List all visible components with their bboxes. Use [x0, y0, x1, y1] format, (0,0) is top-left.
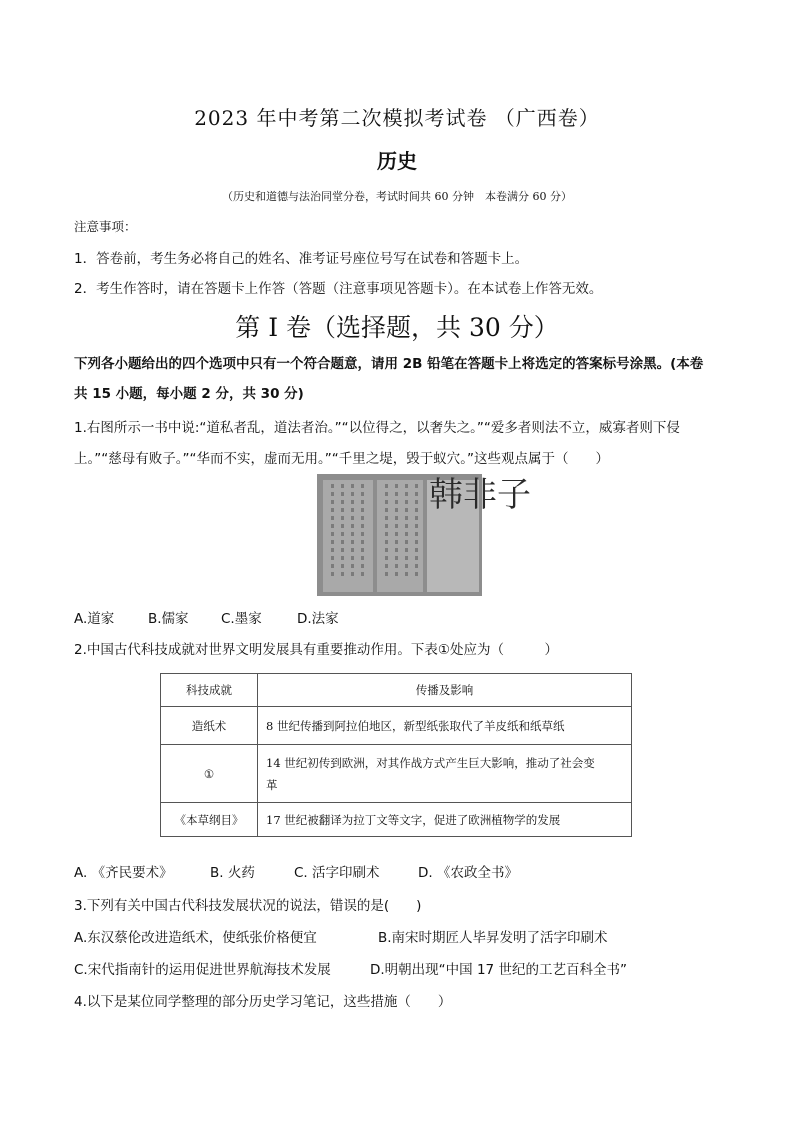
q3-option-b: B.南宋时期匠人毕昇发明了活字印刷术	[378, 930, 608, 946]
table-row	[161, 745, 632, 803]
q2-stem: 2.中国古代科技成就对世界文明发展具有重要推动作用。下表①处应为（ ）	[74, 642, 558, 658]
q2-option-c: C. 活字印刷术	[294, 865, 380, 881]
section-title: 第 I 卷（选择题，共 30 分）	[235, 313, 559, 342]
table-cell: 8 世纪传播到阿拉伯地区，新型纸张取代了羊皮纸和纸草纸	[258, 707, 632, 745]
subject-title: 历史	[377, 149, 417, 173]
notice-heading: 注意事项：	[74, 219, 137, 234]
table-row	[161, 707, 632, 745]
book-cover-title: 韩非子	[429, 475, 531, 515]
table-header-cell: 传播及影响	[258, 674, 632, 707]
table-cell: 14 世纪初传到欧洲，对其作战方式产生巨大影响，推动了社会变 革	[258, 745, 632, 803]
q1-option-d: D.法家	[297, 611, 339, 627]
q2-option-d: D. 《农政全书》	[418, 865, 518, 881]
q3-option-a: A.东汉蔡伦改进造纸术，使纸张价格便宜	[74, 930, 317, 946]
q3-option-d: D.明朝出现“中国 17 世纪的工艺百科全书”	[370, 962, 627, 978]
q4-stem: 4.以下是某位同学整理的部分历史学习笔记，这些措施（ ）	[74, 994, 452, 1010]
book-cover-image	[317, 474, 531, 596]
q2-option-a: A. 《齐民要术》	[74, 865, 173, 881]
q2-option-b: B. 火药	[210, 865, 255, 881]
q1-option-c: C.墨家	[221, 611, 262, 627]
exam-note: （历史和道德与法治同堂分卷，考试时间共 60 分钟 本卷满分 60 分）	[222, 190, 572, 203]
q1-option-b: B.儒家	[148, 611, 189, 627]
section-instruction-2: 共 15 小题，每小题 2 分，共 30 分)	[74, 386, 304, 402]
exam-title: 2023 年中考第二次模拟考试卷 （广西卷）	[194, 106, 600, 130]
table-cell: ①	[161, 745, 258, 803]
table-cell: 造纸术	[161, 707, 258, 745]
notice-item-2: 2．考生作答时，请在答题卡上作答（答题（注意事项见答题卡）。在本试卷上作答无效。	[74, 281, 603, 297]
section-instruction-1: 下列各小题给出的四个选项中只有一个符合题意，请用 2B 铅笔在答题卡上将选定的答案标号涂黑。(本卷	[74, 356, 704, 372]
table-header-cell: 科技成就	[161, 674, 258, 707]
table-row	[161, 803, 632, 837]
q2-table	[160, 673, 632, 837]
q3-stem: 3.下列有关中国古代科技发展状况的说法，错误的是( )	[74, 898, 422, 914]
table-cell: 《本草纲目》	[161, 803, 258, 837]
q1-stem-1: 1.右图所示一书中说:“道私者乱，道法者治。”“以位得之，以奢失之。”“爱多者则法不立，威寡者则下侵	[74, 420, 680, 436]
q3-option-c: C.宋代指南针的运用促进世界航海技术发展	[74, 962, 331, 978]
q1-option-a: A.道家	[74, 611, 115, 627]
notice-item-1: 1．答卷前，考生务必将自己的姓名、准考证号座位号写在试卷和答题卡上。	[74, 251, 529, 267]
table-cell: 17 世纪被翻译为拉丁文等文字，促进了欧洲植物学的发展	[258, 803, 632, 837]
q1-stem-2: 上。”“慈母有败子。”“华而不实，虚而无用。”“千里之堤，毁于蚁穴。”这些观点属于（ ）	[74, 451, 609, 467]
table-header-row	[161, 674, 632, 707]
